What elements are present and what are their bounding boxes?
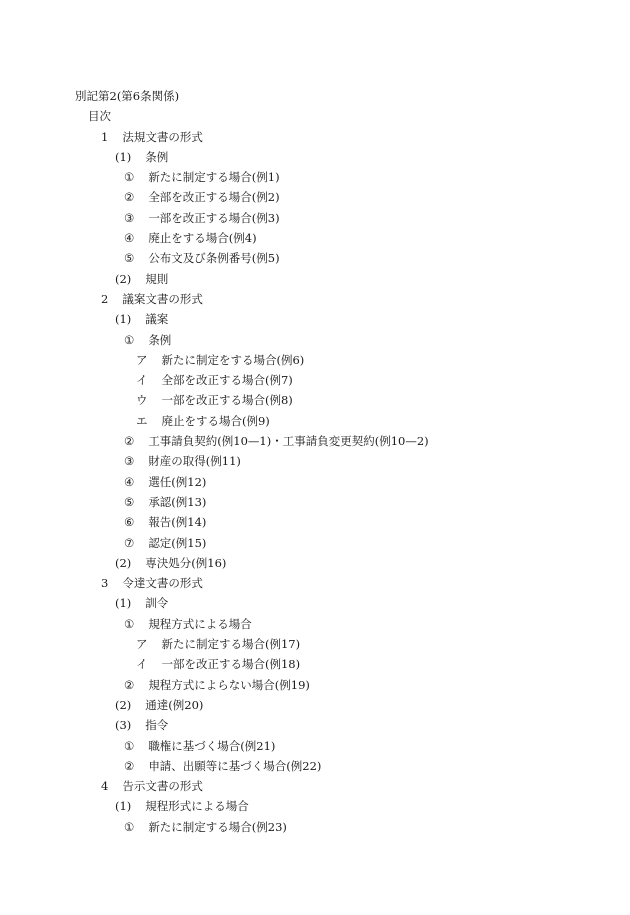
- document-page: [0, 86, 630, 837]
- toc-section: [0, 695, 630, 715]
- toc-title: 規則: [145, 271, 169, 286]
- toc-item: [0, 248, 630, 268]
- toc-item: [0, 756, 630, 776]
- toc-title: 規程方式によらない場合(例19): [148, 677, 310, 692]
- toc-number: ②: [124, 677, 135, 692]
- toc-title: 一部を改正する場合(例18): [161, 657, 301, 672]
- toc-title: 財産の取得(例11): [148, 454, 241, 469]
- toc-title: 議案: [145, 312, 169, 327]
- toc-number: (1): [115, 312, 132, 327]
- toc-item: [0, 675, 630, 695]
- toc-item: [0, 451, 630, 471]
- toc-number: イ: [136, 373, 148, 388]
- toc-item: [0, 492, 630, 512]
- toc-number: ①: [124, 170, 135, 185]
- toc-title: 工事請負契約(例10—1)・工事請負変更契約(例10—2): [148, 434, 429, 449]
- toc-title: 申請、出願等に基づく場合(例22): [148, 758, 322, 773]
- toc-title: 規程形式による場合: [145, 799, 249, 814]
- toc-title: 新たに制定する場合(例23): [148, 819, 287, 834]
- toc-number: ①: [124, 616, 135, 631]
- toc-title: 全部を改正する場合(例7): [161, 373, 293, 388]
- toc-title: 全部を改正する場合(例2): [148, 190, 280, 205]
- toc-title: 承認(例13): [148, 494, 207, 509]
- toc-subitem: [0, 390, 630, 410]
- toc-number: (1): [115, 149, 132, 164]
- toc-title: 一部を改正する場合(例3): [148, 210, 280, 225]
- toc-title: 令達文書の形式: [122, 576, 203, 591]
- toc-number: 3: [101, 576, 109, 591]
- toc-number: ②: [124, 758, 135, 773]
- toc-item: [0, 187, 630, 207]
- toc-title: 条例: [148, 332, 172, 347]
- toc-title: 報告(例14): [148, 515, 207, 530]
- toc-section: [0, 309, 630, 329]
- toc-number: (2): [115, 697, 132, 712]
- toc-number: 1: [101, 129, 109, 144]
- toc-section: [0, 553, 630, 573]
- toc-section: [0, 593, 630, 613]
- toc-number: ⑦: [124, 535, 135, 550]
- toc-number: (1): [115, 596, 132, 611]
- toc-item: [0, 512, 630, 532]
- toc-item: [0, 431, 630, 451]
- toc-number: (3): [115, 718, 132, 733]
- toc-number: ④: [124, 474, 135, 489]
- toc-section: [0, 715, 630, 735]
- toc-subitem: [0, 350, 630, 370]
- toc-chapter-3: [0, 573, 630, 593]
- toc-section: [0, 269, 630, 289]
- toc-item: [0, 228, 630, 248]
- toc-number: ⑤: [124, 251, 135, 266]
- toc-number: ⑥: [124, 515, 135, 530]
- toc-title: 通達(例20): [145, 697, 204, 712]
- toc-number: (2): [115, 555, 132, 570]
- toc-number: (1): [115, 799, 132, 814]
- toc-number: ⑤: [124, 494, 135, 509]
- toc-chapter-4: [0, 776, 630, 796]
- toc-title: 規程方式による場合: [148, 616, 252, 631]
- toc-title: 指令: [145, 718, 169, 733]
- toc-chapter-1: [0, 127, 630, 147]
- toc-section: [0, 147, 630, 167]
- toc-subitem: [0, 634, 630, 654]
- toc-subitem: [0, 654, 630, 674]
- toc-number: 4: [101, 779, 109, 794]
- toc-number: エ: [136, 413, 148, 428]
- toc-number: ア: [136, 637, 148, 652]
- toc-number: ①: [124, 819, 135, 834]
- toc-subitem: [0, 370, 630, 390]
- toc-number: イ: [136, 657, 148, 672]
- toc-title: 認定(例15): [148, 535, 207, 550]
- toc-number: ウ: [136, 393, 148, 408]
- toc-title: 告示文書の形式: [122, 779, 203, 794]
- toc-title: 一部を改正する場合(例8): [161, 393, 293, 408]
- toc-number: ③: [124, 454, 135, 469]
- toc-title: 職権に基づく場合(例21): [148, 738, 276, 753]
- toc-number: ②: [124, 434, 135, 449]
- toc-chapter-2: [0, 289, 630, 309]
- toc-title: 専決処分(例16): [145, 555, 227, 570]
- toc-title: 訓令: [145, 596, 169, 611]
- toc-heading: 目次: [88, 109, 111, 124]
- toc-number: ①: [124, 738, 135, 753]
- toc-number: ①: [124, 332, 135, 347]
- toc-title: 廃止をする場合(例4): [148, 231, 257, 246]
- toc-title: 議案文書の形式: [122, 291, 203, 306]
- document-header: 別記第2(第6条関係): [75, 89, 180, 103]
- toc-item: [0, 736, 630, 756]
- toc-subitem: [0, 411, 630, 431]
- toc-item: [0, 167, 630, 187]
- toc-item: [0, 208, 630, 228]
- toc-item: [0, 614, 630, 634]
- toc-title: 新たに制定する場合(例17): [161, 637, 301, 652]
- toc-number: ④: [124, 231, 135, 246]
- toc-title: 新たに制定する場合(例1): [148, 170, 280, 185]
- toc-item: [0, 472, 630, 492]
- toc-title: 廃止をする場合(例9): [161, 413, 270, 428]
- toc-title: 条例: [145, 149, 169, 164]
- toc-section: [0, 796, 630, 816]
- toc-title: 法規文書の形式: [122, 129, 203, 144]
- toc-number: (2): [115, 271, 132, 286]
- toc-item: [0, 533, 630, 553]
- toc-item: [0, 330, 630, 350]
- toc-number: ②: [124, 190, 135, 205]
- toc-title: 選任(例12): [148, 474, 207, 489]
- toc-number: 2: [101, 291, 109, 306]
- toc-number: ③: [124, 210, 135, 225]
- toc-item: [0, 817, 630, 837]
- toc-title: 新たに制定をする場合(例6): [161, 352, 305, 367]
- toc-title: 公布文及び条例番号(例5): [148, 251, 280, 266]
- toc-number: ア: [136, 352, 148, 367]
